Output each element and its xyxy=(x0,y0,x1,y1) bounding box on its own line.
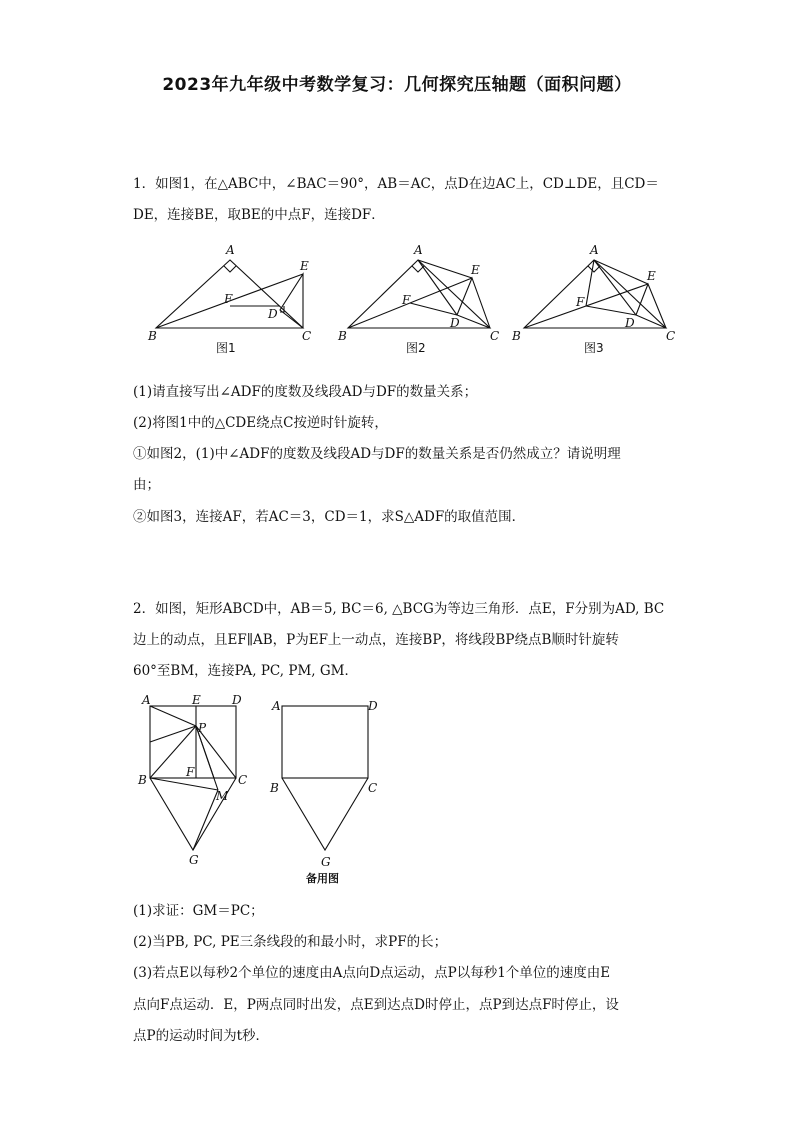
label-f: F xyxy=(402,293,411,307)
label-e: E xyxy=(300,259,309,273)
label-m: M xyxy=(216,789,229,803)
triangle-cde xyxy=(280,274,303,328)
label-a: A xyxy=(272,699,281,713)
q2-part3-line2: 点向F点运动．E，P两点同时出发，点E到达点D时停止，点P到达点F时停止，设 xyxy=(133,997,619,1013)
label-b: B xyxy=(138,773,147,787)
q2-part1: (1)求证：GM＝PC； xyxy=(133,903,264,919)
rectangle-abcd xyxy=(282,706,368,778)
page-title: 2023年九年级中考数学复习：几何探究压轴题（面积问题） xyxy=(162,75,632,95)
label-c: C xyxy=(666,329,676,343)
label-a: A xyxy=(414,243,423,257)
segment-pa xyxy=(150,706,196,726)
label-d: D xyxy=(450,316,460,330)
label-b: B xyxy=(512,329,521,343)
label-e: E xyxy=(192,693,201,707)
q2-stem-line3: 60°至BM，连接PA, PC, PM, GM． xyxy=(133,663,358,679)
q2-part2: (2)当PB, PC, PE三条线段的和最小时，求PF的长； xyxy=(133,934,448,950)
label-a: A xyxy=(590,243,599,257)
fig2-caption: 图2 xyxy=(406,341,426,355)
segment-ae xyxy=(418,260,472,278)
label-c: C xyxy=(368,781,378,795)
right-angle-mark-a xyxy=(412,266,424,272)
fig3-caption: 图3 xyxy=(584,341,604,355)
q1-part2-sub1-line2: 由； xyxy=(133,477,160,493)
q1-figure-1 xyxy=(140,240,320,355)
label-c: C xyxy=(302,329,312,343)
label-a: A xyxy=(226,243,235,257)
q2-part3-line3: 点P的运动时间为t秒． xyxy=(133,1028,270,1044)
label-f: F xyxy=(224,292,233,306)
triangle-abc xyxy=(348,260,490,328)
q2-figure-main xyxy=(138,692,258,872)
segment-ae xyxy=(594,260,648,284)
label-d: D xyxy=(232,693,242,707)
label-e: E xyxy=(471,263,480,277)
triangle-cde xyxy=(457,278,490,328)
label-a: A xyxy=(142,693,151,707)
q2-stem-line1: 2．如图，矩形ABCD中，AB＝5, BC＝6, △BCG为等边三角形．点E，F分别为AD, BC xyxy=(133,601,665,617)
q1-figure-2 xyxy=(332,240,512,355)
label-b: B xyxy=(270,781,279,795)
label-g: G xyxy=(321,855,331,869)
label-p: P xyxy=(198,721,207,735)
label-g: G xyxy=(189,853,199,867)
segment-df xyxy=(586,306,636,315)
label-b: B xyxy=(148,329,157,343)
label-d: D xyxy=(368,699,378,713)
q1-part1: (1)请直接写出∠ADF的度数及线段AD与DF的数量关系； xyxy=(133,384,478,400)
right-angle-mark-a xyxy=(588,266,600,272)
q2-stem-line2: 边上的动点，且EF∥AB，P为EF上一动点，连接BP，将线段BP绕点B顺时针旋转 xyxy=(133,632,619,648)
label-d: D xyxy=(268,307,278,321)
triangle-bcg xyxy=(282,778,368,850)
segment-gm xyxy=(193,790,218,850)
label-e: E xyxy=(647,269,656,283)
label-f: F xyxy=(576,295,585,309)
q1-part2-sub1-line1: ①如图2，(1)中∠ADF的度数及线段AD与DF的数量关系是否仍然成立？请说明理 xyxy=(133,446,621,462)
label-c: C xyxy=(238,773,248,787)
q1-figure-3 xyxy=(508,240,688,355)
q1-part2: (2)将图1中的△CDE绕点C按逆时针旋转， xyxy=(133,415,388,431)
segment-ad xyxy=(594,260,636,315)
right-angle-mark-a xyxy=(224,266,236,272)
label-d: D xyxy=(625,316,635,330)
q2-figure-backup xyxy=(268,692,388,892)
q1-part2-sub2: ②如图3，连接AF，若AC＝3，CD＝1，求S△ADF的取值范围． xyxy=(133,509,526,525)
fig1-caption: 图1 xyxy=(216,341,236,355)
label-c: C xyxy=(490,329,500,343)
label-f: F xyxy=(186,765,195,779)
backup-figure-caption: 备用图 xyxy=(306,872,339,885)
q2-part3-line1: (3)若点E以每秒2个单位的速度由A点向D点运动，点P以每秒1个单位的速度由E xyxy=(133,965,611,981)
q1-stem-line1: 1．如图1，在△ABC中，∠BAC＝90°，AB＝AC，点D在边AC上，CD⊥DE，且CD＝ xyxy=(133,176,659,192)
segment-bm xyxy=(150,778,218,790)
label-b: B xyxy=(338,329,347,343)
triangle-cde xyxy=(636,284,666,328)
q1-stem-line2: DE，连接BE，取BE的中点F，连接DF． xyxy=(133,207,385,223)
